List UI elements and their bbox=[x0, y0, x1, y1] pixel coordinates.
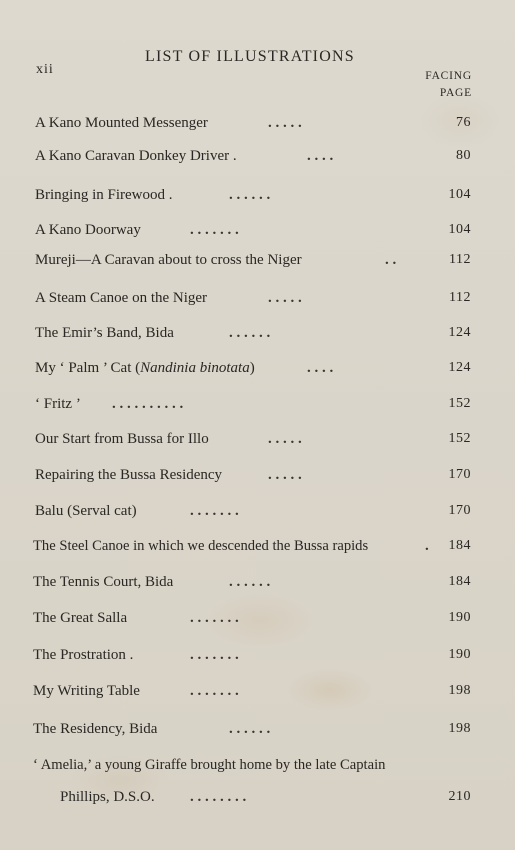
leader-dots: . . . . . bbox=[268, 115, 302, 131]
entry-title: The Great Salla bbox=[33, 610, 128, 626]
leader-dots: . . . . . . bbox=[229, 187, 271, 203]
illustration-entry bbox=[0, 187, 515, 209]
page-title: LIST OF ILLUSTRATIONS bbox=[145, 48, 355, 65]
leader-dots: . . . . . . . bbox=[190, 503, 239, 519]
entry-title: The Prostration . bbox=[33, 647, 134, 663]
entry-title: The Emir’s Band, Bida bbox=[35, 325, 174, 341]
entry-page: 104 bbox=[448, 187, 471, 202]
entry-page: 124 bbox=[448, 360, 471, 375]
entry-title: A Kano Doorway bbox=[35, 222, 141, 238]
entry-page: 170 bbox=[448, 467, 471, 482]
entry-title: My Writing Table bbox=[33, 683, 140, 699]
illustration-entry bbox=[0, 647, 515, 669]
leader-dots: . . . . . bbox=[268, 467, 302, 483]
entry-page: 198 bbox=[448, 683, 471, 698]
entry-page: 190 bbox=[448, 610, 471, 625]
entry-page: 152 bbox=[448, 431, 471, 446]
entry-page: 198 bbox=[448, 721, 471, 736]
entry-title-line1: ‘ Amelia,’ a young Giraffe brought home by the late Captain bbox=[33, 757, 386, 773]
entry-title: Bringing in Firewood . bbox=[35, 187, 173, 203]
entry-title bbox=[35, 360, 255, 377]
page-number: xii bbox=[36, 62, 54, 77]
entry-page: 112 bbox=[449, 290, 471, 305]
illustration-entry bbox=[0, 252, 515, 274]
entry-title: A Kano Mounted Messenger bbox=[35, 115, 208, 131]
entry-page: 112 bbox=[449, 252, 471, 267]
illustration-entry bbox=[0, 222, 515, 244]
illustration-entry bbox=[0, 431, 515, 453]
entry-title: ‘ Fritz ’ bbox=[35, 396, 81, 412]
leader-dots: . . . . . . . bbox=[190, 647, 239, 663]
illustration-entry bbox=[0, 757, 515, 779]
leader-dots: . . . . . bbox=[268, 431, 302, 447]
illustration-entry bbox=[0, 396, 515, 418]
entry-title-text: My ‘ Palm ’ Cat ( bbox=[35, 360, 141, 376]
entry-page: 184 bbox=[448, 538, 471, 553]
illustration-entry bbox=[0, 325, 515, 347]
entry-title: The Steel Canoe in which we descended the Bussa rapids bbox=[33, 538, 369, 554]
illustration-entry bbox=[0, 467, 515, 489]
leader-dots: . . . . . . . . bbox=[190, 789, 247, 805]
entry-page: 190 bbox=[448, 647, 471, 662]
entry-page: 152 bbox=[448, 396, 471, 411]
entry-page: 184 bbox=[448, 574, 471, 589]
entry-title-line2: Phillips, D.S.O. bbox=[60, 789, 155, 805]
illustration-entry bbox=[0, 290, 515, 312]
entry-title: A Kano Caravan Donkey Driver . bbox=[35, 148, 237, 164]
entry-title: A Steam Canoe on the Niger bbox=[35, 290, 208, 306]
illustration-entry bbox=[0, 538, 515, 560]
entry-title: Our Start from Bussa for Illo bbox=[35, 431, 209, 447]
entry-title: Mureji—A Caravan about to cross the Niger bbox=[35, 252, 302, 268]
entry-page: 170 bbox=[448, 503, 471, 518]
facing-page-header bbox=[418, 68, 472, 102]
leader-dots: . . bbox=[385, 252, 397, 268]
leader-dots: . . . . . . . bbox=[190, 610, 239, 626]
illustration-entry bbox=[0, 360, 515, 382]
leader-dots: . . . . . . bbox=[229, 721, 271, 737]
leader-dots: . . . . bbox=[307, 360, 334, 376]
facing-label: FACING bbox=[425, 70, 472, 82]
leader-dots: . . . . . . . . . . bbox=[112, 396, 184, 412]
illustration-entry bbox=[0, 503, 515, 525]
leader-dots: . . . . . . bbox=[229, 325, 271, 341]
entry-page: 80 bbox=[456, 148, 471, 163]
entry-page: 210 bbox=[448, 789, 471, 804]
illustration-entry-continued bbox=[0, 789, 515, 811]
leader-dots: . . . . . . . bbox=[190, 683, 239, 699]
illustration-entry bbox=[0, 610, 515, 632]
leader-dots: . . . . . bbox=[268, 290, 302, 306]
leader-dots: . . . . bbox=[307, 148, 334, 164]
entry-page: 104 bbox=[448, 222, 471, 237]
entry-title: Repairing the Bussa Residency bbox=[35, 467, 223, 483]
illustration-entry bbox=[0, 574, 515, 596]
leader-dots: . bbox=[425, 538, 429, 554]
leader-dots: . . . . . . . bbox=[190, 222, 239, 238]
entry-title-suffix: ) bbox=[249, 360, 255, 376]
entry-page: 76 bbox=[456, 115, 471, 130]
entry-title: The Residency, Bida bbox=[33, 721, 158, 737]
entry-title: The Tennis Court, Bida bbox=[33, 574, 174, 590]
illustration-entry bbox=[0, 115, 515, 137]
illustration-entry bbox=[0, 721, 515, 743]
page-label: PAGE bbox=[439, 87, 472, 99]
entry-title: Balu (Serval cat) bbox=[35, 503, 137, 519]
entry-page: 124 bbox=[448, 325, 471, 340]
illustration-entry bbox=[0, 148, 515, 170]
illustration-entry bbox=[0, 683, 515, 705]
leader-dots: . . . . . . bbox=[229, 574, 271, 590]
species-name: Nandinia binotata bbox=[140, 360, 250, 376]
